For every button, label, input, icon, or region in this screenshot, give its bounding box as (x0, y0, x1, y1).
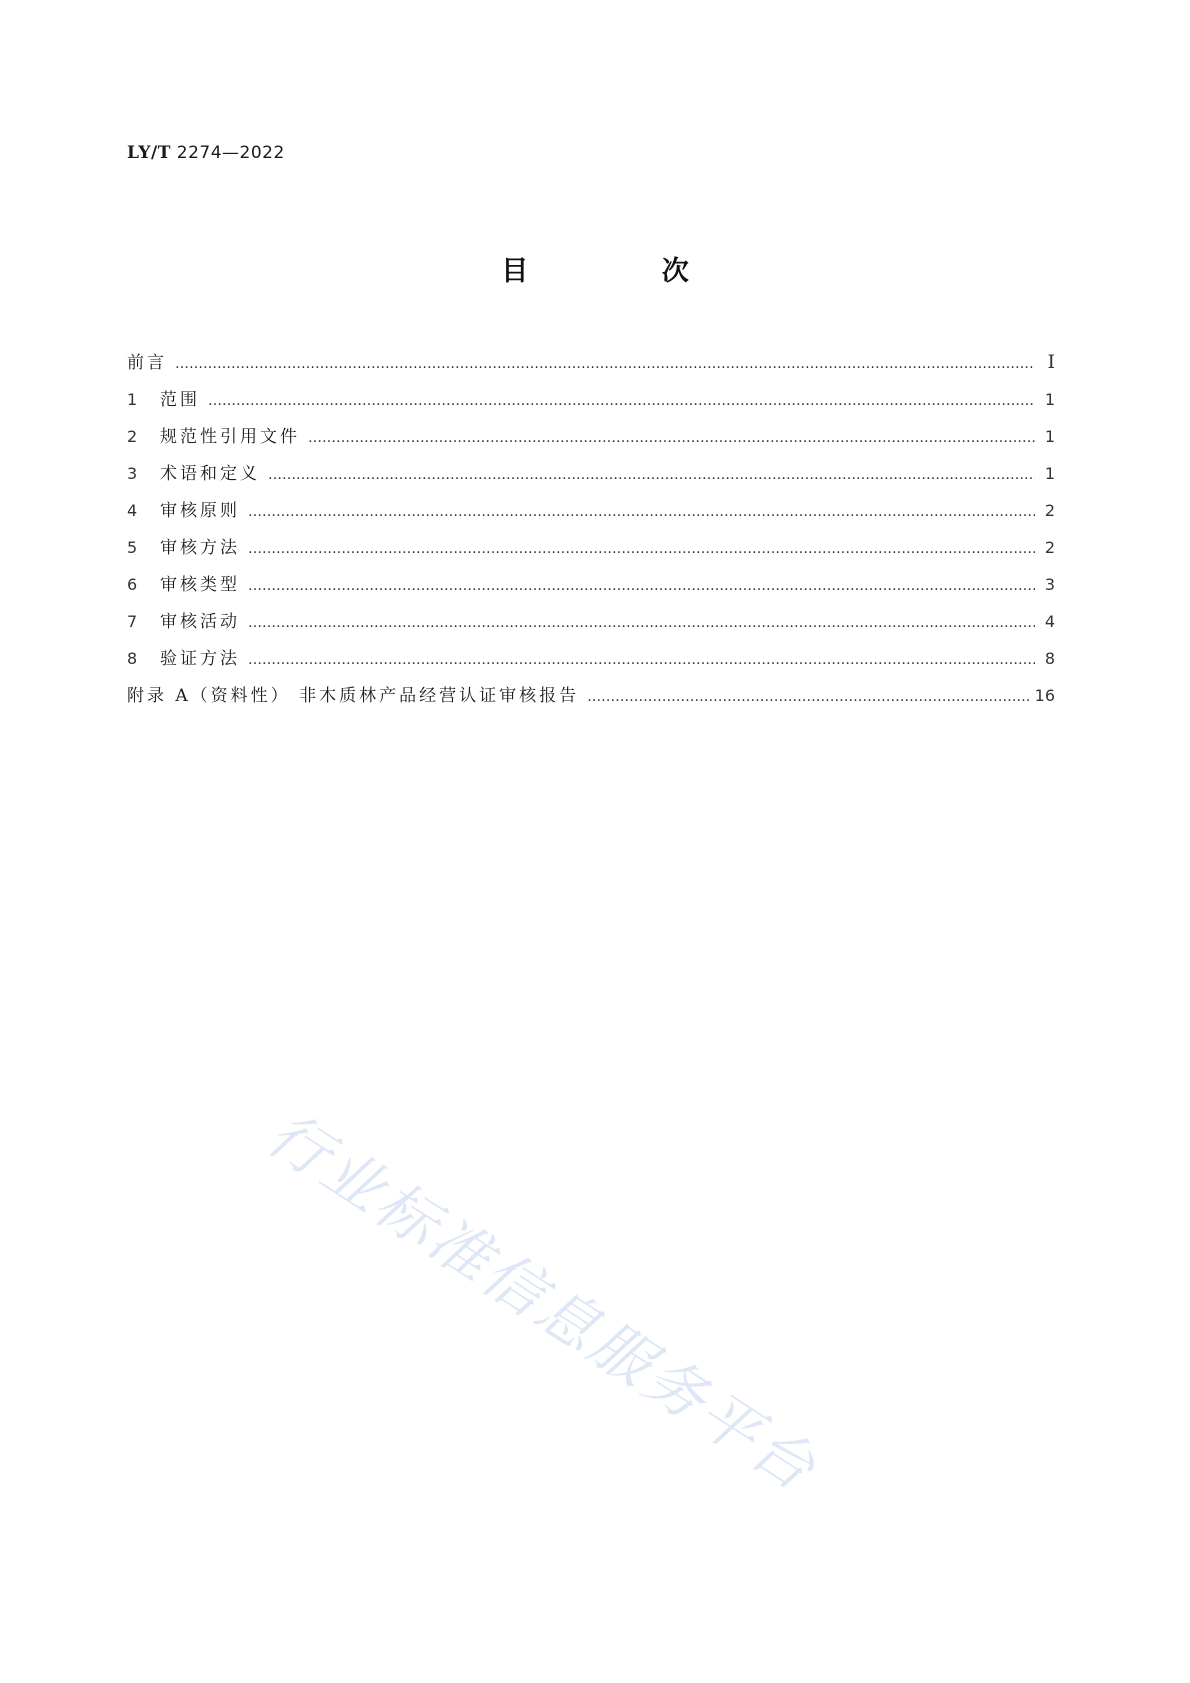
toc-entry-number: 6 (127, 575, 138, 594)
toc-leader-dots (248, 642, 1035, 679)
toc-entry-scope[interactable] (127, 381, 1055, 418)
toc-entry-page: 3 (1044, 575, 1055, 594)
toc-entry-number: 2 (127, 427, 138, 446)
toc-entry-page: 1 (1044, 464, 1055, 483)
toc-entry-number: 3 (127, 464, 138, 483)
document-code-number: 2274—2022 (176, 143, 285, 163)
toc-entry-label: 术语和定义 (160, 464, 260, 484)
toc-entry-normative-references[interactable] (127, 418, 1055, 455)
toc-entry-page: 2 (1044, 501, 1055, 520)
toc-leader-dots (587, 679, 1029, 716)
toc-entry-number: 7 (127, 612, 138, 631)
toc-entry-page: 16 (1034, 686, 1055, 705)
toc-entry-audit-types[interactable] (127, 566, 1055, 603)
toc-entry-page: Ⅰ (1047, 351, 1055, 373)
toc-entry-page: 4 (1044, 612, 1055, 631)
toc-entry-annex-a[interactable] (127, 677, 1055, 714)
toc-leader-dots (248, 568, 1035, 605)
toc-leader-dots (175, 346, 1035, 383)
toc-entry-verification-methods[interactable] (127, 640, 1055, 677)
toc-entry-page: 8 (1044, 649, 1055, 668)
toc-leader-dots (208, 383, 1035, 420)
toc-leader-dots (248, 531, 1035, 568)
toc-entry-audit-principles[interactable] (127, 492, 1055, 529)
table-of-contents (127, 344, 1055, 714)
toc-entry-terms-definitions[interactable] (127, 455, 1055, 492)
toc-entry-label: 验证方法 (160, 649, 240, 669)
toc-entry-page: 1 (1044, 390, 1055, 409)
toc-leader-dots (268, 457, 1035, 494)
toc-entry-label: 审核活动 (160, 612, 240, 632)
toc-entry-audit-methods[interactable] (127, 529, 1055, 566)
toc-entry-label: 范围 (160, 390, 200, 410)
toc-entry-foreword[interactable] (127, 344, 1055, 381)
toc-entry-page: 2 (1044, 538, 1055, 557)
document-code (127, 143, 285, 163)
watermark: 行业标准信息服务平台 (254, 1098, 830, 1507)
toc-entry-label: 审核方法 (160, 538, 240, 558)
toc-entry-label: 规范性引用文件 (160, 427, 300, 447)
toc-title: 目 次 (501, 256, 751, 287)
toc-entry-label: 前言 (127, 353, 167, 373)
toc-entry-label: 审核类型 (160, 575, 240, 595)
toc-entry-audit-activities[interactable] (127, 603, 1055, 640)
toc-leader-dots (248, 494, 1035, 531)
toc-leader-dots (248, 605, 1035, 642)
toc-entry-number: 1 (127, 390, 138, 409)
toc-entry-label: 审核原则 (160, 501, 240, 521)
toc-entry-page: 1 (1044, 427, 1055, 446)
toc-entry-number: 4 (127, 501, 138, 520)
toc-entry-label: 附录 A（资料性） 非木质林产品经营认证审核报告 (127, 686, 580, 706)
toc-entry-number: 8 (127, 649, 138, 668)
document-code-prefix: LY/T (127, 143, 171, 163)
toc-entry-number: 5 (127, 538, 138, 557)
toc-leader-dots (308, 420, 1035, 457)
